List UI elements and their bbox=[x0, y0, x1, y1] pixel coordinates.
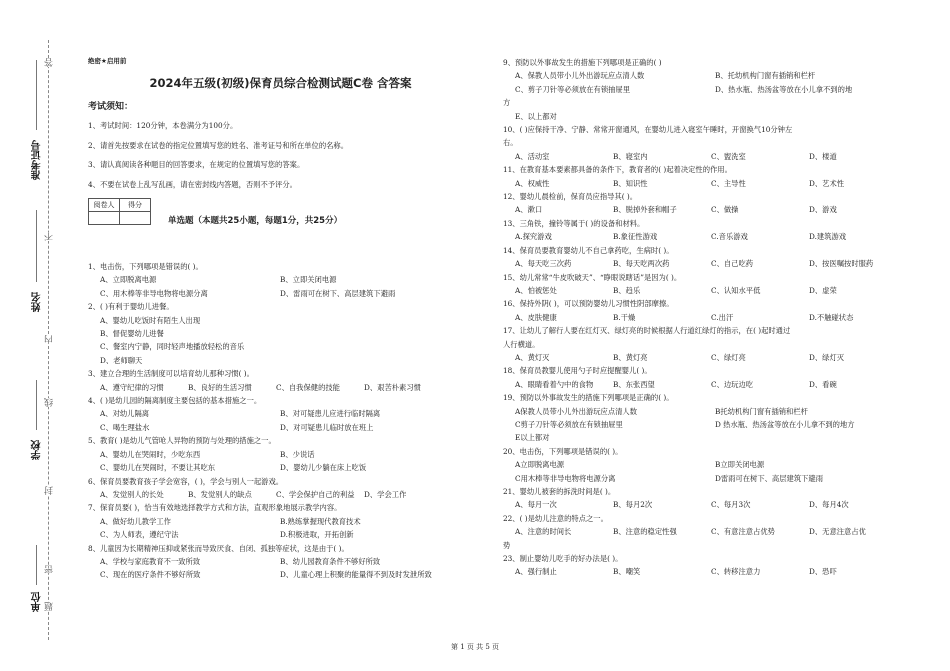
question bbox=[503, 56, 923, 123]
question bbox=[88, 394, 473, 434]
option-row bbox=[503, 405, 923, 418]
answer-option[interactable]: C、学会保护自己的利益 bbox=[276, 489, 355, 499]
answer-option[interactable]: B、对可疑患儿应进行临时隔离 bbox=[280, 409, 381, 419]
answer-option[interactable]: D、热水瓶、热汤盆等放在小儿拿不到的地 bbox=[715, 84, 853, 94]
option-row bbox=[503, 565, 923, 578]
question bbox=[88, 542, 473, 582]
question-stem: 18、保育员教婴儿使用勺子时应提醒婴儿( )。 bbox=[503, 366, 652, 376]
answer-option[interactable]: A、对幼儿隔离 bbox=[100, 409, 150, 419]
answer-option[interactable]: D、艺术性 bbox=[809, 178, 845, 188]
answer-option[interactable]: D、学会工作 bbox=[364, 489, 407, 499]
answer-option[interactable]: D、楼道 bbox=[809, 151, 837, 161]
notice-item: 3、请认真阅读各种题目的回答要求，在规定的位置填写您的答案。 bbox=[88, 160, 305, 169]
answer-option[interactable]: B.象征性游戏 bbox=[613, 232, 658, 242]
answer-option[interactable]: C、婴幼儿在哭闹时，不要让其吃东 bbox=[100, 463, 216, 473]
answer-option[interactable]: B、黄灯亮 bbox=[613, 352, 648, 362]
question bbox=[503, 485, 923, 512]
option-row bbox=[503, 230, 923, 243]
answer-option[interactable]: B、每天吃两次药 bbox=[613, 259, 670, 269]
question bbox=[503, 297, 923, 324]
answer-option[interactable]: A保教人员带小儿外出游玩应点清人数 bbox=[515, 406, 638, 416]
option-row bbox=[88, 421, 473, 434]
option-row bbox=[88, 381, 473, 394]
option-row bbox=[503, 203, 923, 216]
answer-option[interactable]: D、绿灯灭 bbox=[809, 352, 845, 362]
answer-option[interactable]: B、嘲笑 bbox=[613, 567, 641, 577]
option-row bbox=[503, 351, 923, 364]
question bbox=[503, 123, 923, 163]
option-row bbox=[503, 418, 923, 431]
section-title: 单选题（本题共25小题，每题1分，共25分） bbox=[168, 216, 343, 226]
question-stem: 9、预防以外事故发生的措施下列哪项是正确的( ) bbox=[503, 58, 662, 67]
answer-option[interactable]: A、皮肤健康 bbox=[515, 312, 557, 322]
name-line bbox=[36, 210, 37, 282]
question-stem: 16、保持外阴( )，可以预防婴幼儿习惯性阴部摩擦。 bbox=[503, 299, 674, 309]
answer-option[interactable]: B、知识性 bbox=[613, 178, 648, 188]
answer-option[interactable]: C、绿灯亮 bbox=[711, 352, 746, 362]
seal-char: 封 bbox=[45, 486, 55, 495]
answer-option[interactable]: D、老师聊天 bbox=[100, 355, 143, 365]
question bbox=[503, 391, 923, 445]
answer-option[interactable]: B、发觉别人的缺点 bbox=[188, 489, 252, 499]
answer-option[interactable]: B、注意的稳定性强 bbox=[613, 527, 677, 537]
answer-option[interactable]: A、每月一次 bbox=[515, 500, 557, 510]
question-stem: 3、建立合理的生活制度可以培育幼儿那种习惯( )。 bbox=[88, 369, 254, 379]
answer-option[interactable]: C、自己吃药 bbox=[711, 259, 754, 269]
question bbox=[503, 552, 923, 579]
option-row bbox=[88, 354, 473, 367]
answer-option[interactable]: B、幼儿园教育条件不够好所致 bbox=[280, 556, 381, 566]
option-row bbox=[503, 378, 923, 391]
answer-option[interactable]: D、虚荣 bbox=[809, 285, 837, 295]
answer-option[interactable]: E、以上都对 bbox=[515, 111, 557, 121]
option-row bbox=[503, 311, 923, 324]
grader-cell[interactable] bbox=[89, 212, 120, 225]
question-list-right bbox=[503, 56, 923, 579]
answer-option[interactable]: B、少说话 bbox=[280, 449, 315, 459]
answer-option[interactable]: B、托幼机构门窗有插销和栏杆 bbox=[715, 71, 816, 81]
option-row bbox=[88, 327, 473, 340]
option-row bbox=[88, 528, 473, 541]
notice-heading: 考试须知： bbox=[88, 102, 134, 112]
option-row bbox=[88, 314, 473, 327]
answer-option[interactable]: B、趋乐 bbox=[613, 285, 641, 295]
question bbox=[503, 364, 923, 391]
question bbox=[503, 324, 923, 364]
answer-option[interactable]: A、注意的时间长 bbox=[515, 527, 572, 537]
answer-option[interactable]: B立即关闭电源 bbox=[715, 460, 765, 470]
unit-line bbox=[36, 545, 37, 585]
option-row bbox=[88, 340, 473, 353]
answer-option[interactable]: D 热水瓶、热汤盆等放在小儿拿不到的地方 bbox=[715, 419, 855, 429]
answer-option[interactable]: C、做操 bbox=[711, 205, 739, 215]
option-row bbox=[88, 287, 473, 300]
option-row bbox=[503, 498, 923, 511]
answer-option[interactable]: D雷雨可在树下、高层建筑下避雨 bbox=[715, 473, 824, 483]
question-stem: 2、( )有利于婴幼儿进餐。 bbox=[88, 302, 174, 312]
answer-option[interactable]: D、无意注意占优 bbox=[809, 527, 866, 537]
option-row bbox=[503, 458, 923, 471]
question-stem-continued: 人行横道。 bbox=[503, 339, 540, 349]
answer-option[interactable]: B、寝室内 bbox=[613, 151, 648, 161]
answer-option[interactable]: A立即脱离电源 bbox=[515, 460, 565, 470]
answer-option[interactable]: C、用木棒等非导电物将电源分离 bbox=[100, 288, 208, 298]
question-stem: 23、制止婴幼儿吃手的好办法是( )。 bbox=[503, 554, 623, 564]
score-table bbox=[88, 198, 151, 225]
answer-option[interactable]: B.熟练掌握现代教育技术 bbox=[280, 516, 361, 526]
grader-header: 阅卷人 bbox=[89, 199, 120, 212]
answer-option[interactable]: C.音乐游戏 bbox=[711, 232, 748, 242]
question-stem: 14、保育员要教育婴幼儿不自己拿药吃，生病时( )。 bbox=[503, 245, 674, 255]
option-row bbox=[503, 257, 923, 270]
question-stem-continued: 势 bbox=[503, 540, 511, 550]
question-stem-continued: 方 bbox=[503, 98, 511, 108]
option-row bbox=[503, 284, 923, 297]
answer-option[interactable]: B、立即关闭电源 bbox=[280, 275, 337, 285]
question-stem: 13、三角铁，撞铃等属于( )的设备和材料。 bbox=[503, 218, 645, 228]
score-row bbox=[88, 196, 473, 236]
answer-option[interactable]: C、剪子刀针等必须放在有锁抽屉里 bbox=[515, 84, 631, 94]
answer-option[interactable]: A、发觉别人的长处 bbox=[100, 489, 164, 499]
answer-option[interactable]: A、活动室 bbox=[515, 151, 550, 161]
question-stem: 20、电击伤，下列哪项是错误的( )。 bbox=[503, 446, 623, 456]
left-column bbox=[88, 56, 473, 582]
option-row bbox=[503, 431, 923, 444]
option-row bbox=[503, 150, 923, 163]
option-row bbox=[503, 83, 923, 96]
answer-option[interactable]: C、为人师表，遵纪守法 bbox=[100, 530, 179, 540]
seat-number-label: 准考证号 bbox=[32, 140, 43, 180]
question bbox=[503, 512, 923, 552]
answer-option[interactable]: D、游戏 bbox=[809, 205, 837, 215]
answer-option[interactable]: A、遵守纪律的习惯 bbox=[100, 382, 164, 392]
answer-option[interactable]: C、主导性 bbox=[711, 178, 746, 188]
seal-char: 答 bbox=[45, 58, 55, 67]
answer-option[interactable]: C用木棒等非导电物将电源分离 bbox=[515, 473, 616, 483]
answer-option[interactable]: C、认知水平低 bbox=[711, 285, 761, 295]
question bbox=[88, 434, 473, 474]
option-row bbox=[503, 177, 923, 190]
answer-option[interactable]: B托幼机构门窗有插销和栏杆 bbox=[715, 406, 808, 416]
answer-option[interactable]: A、漱口 bbox=[515, 205, 543, 215]
answer-option[interactable]: B、良好的生活习惯 bbox=[188, 382, 252, 392]
question-stem: 17、让幼儿了解行人要在红灯灭、绿灯亮的时候根据人行道红绿灯的指示，在( )起时通过 bbox=[503, 326, 791, 336]
school-label: 学校 bbox=[32, 440, 43, 460]
question-stem: 21、婴幼儿被套的拆洗时间是( )。 bbox=[503, 487, 616, 496]
answer-option[interactable]: E以上都对 bbox=[515, 433, 550, 443]
question bbox=[503, 271, 923, 298]
secret-mark: 绝密★启用前 bbox=[88, 57, 127, 65]
question-stem: 5、教育( )是幼儿气管呛人异物的预防与处理的措施之一。 bbox=[88, 436, 276, 446]
option-row bbox=[88, 568, 473, 581]
question bbox=[88, 367, 473, 394]
answer-option[interactable]: B、每月2次 bbox=[613, 500, 653, 510]
answer-option[interactable]: D、按医嘱按时服药 bbox=[809, 259, 874, 269]
answer-option[interactable]: B.干燥 bbox=[613, 312, 636, 322]
answer-option[interactable]: D、艰苦朴素习惯 bbox=[364, 382, 421, 392]
question-stem: 22、( )是幼儿注意的特点之一。 bbox=[503, 513, 608, 523]
question-stem: 6、保育员要教育孩子学会宽容，( )，学会与别人一起游戏。 bbox=[88, 476, 284, 486]
page-number: 第 1 页 共 5 页 bbox=[450, 643, 500, 651]
answer-option[interactable]: C剪子刀针等必须放在有锁抽屉里 bbox=[515, 419, 623, 429]
page-title: 2024年五级(初级)保育员综合检测试题C卷 含答案 bbox=[149, 76, 412, 90]
question bbox=[503, 190, 923, 217]
question-stem: 1、电击伤，下列哪项是错误的( )。 bbox=[88, 262, 203, 271]
seal-char: 密 bbox=[45, 565, 55, 574]
question-stem: 12、婴幼儿晨检前，保育员应指导其( )。 bbox=[503, 192, 638, 202]
question bbox=[503, 244, 923, 271]
answer-option[interactable]: A、立即脱离电源 bbox=[100, 275, 157, 285]
name-label: 姓名 bbox=[32, 292, 43, 312]
question bbox=[88, 475, 473, 502]
answer-option[interactable]: D.不触碰状态 bbox=[809, 312, 854, 322]
question bbox=[503, 445, 923, 485]
answer-option[interactable]: D、恐吓 bbox=[809, 567, 837, 577]
answer-option[interactable]: A、做好幼儿教学工作 bbox=[100, 516, 171, 526]
answer-option[interactable]: C、转移注意力 bbox=[711, 567, 761, 577]
seal-char: 内 bbox=[45, 335, 55, 344]
answer-option[interactable]: D、对可疑患儿临时放在班上 bbox=[280, 422, 374, 432]
question-stem: 11、在教育基本要素都具备的条件下，教育者的( )起着决定性的作用。 bbox=[503, 165, 732, 175]
answer-option[interactable]: C、餐室内宁静，同时轻声地播放轻松的音乐 bbox=[100, 342, 245, 352]
answer-option[interactable]: A、每天吃三次药 bbox=[515, 259, 572, 269]
option-row bbox=[503, 472, 923, 485]
notice-item: 2、请首先按要求在试卷的指定位置填写您的姓名、准考证号和所在单位的名称。 bbox=[88, 140, 349, 150]
answer-option[interactable]: A、黄灯灭 bbox=[515, 352, 550, 362]
answer-option[interactable]: B、脱掉外套和帽子 bbox=[613, 205, 677, 215]
answer-option[interactable]: D、每月4次 bbox=[809, 500, 849, 510]
answer-option[interactable]: A、婴幼儿吃饭时有陌生人出现 bbox=[100, 315, 201, 325]
answer-option[interactable]: C、喝生理盐水 bbox=[100, 422, 150, 432]
answer-option[interactable]: A.探究游戏 bbox=[515, 232, 552, 242]
question bbox=[88, 260, 473, 300]
answer-option[interactable]: C、盥洗室 bbox=[711, 151, 746, 161]
question-stem: 19、预防以外事故发生的措施下列哪项是正确的( )。 bbox=[503, 393, 674, 403]
answer-option[interactable]: B、督促婴幼儿进餐 bbox=[100, 329, 164, 339]
answer-option[interactable]: C、有意注意占优势 bbox=[711, 527, 775, 537]
notice-list bbox=[88, 116, 473, 194]
option-row bbox=[88, 488, 473, 501]
question-stem: 15、幼儿常常“牛皮吹破天”、“睁眼说瞎话”是因为( )。 bbox=[503, 272, 682, 282]
question-list-left bbox=[88, 260, 473, 582]
question-stem: 10、( )应保持干净、宁静、常常开窗通风，在婴幼儿进入寝室午睡时，开窗换气10分钟左 bbox=[503, 125, 793, 135]
question bbox=[503, 163, 923, 190]
answer-option[interactable]: A、权威性 bbox=[515, 178, 550, 188]
seal-char: 题 bbox=[45, 602, 55, 611]
answer-option[interactable]: C、现在的医疗条件不够好所致 bbox=[100, 570, 201, 580]
unit-label: 单位 bbox=[32, 592, 43, 612]
school-line bbox=[36, 380, 37, 430]
answer-option[interactable]: D、儿童心理上积聚的能量得不到及时发泄所致 bbox=[280, 570, 432, 580]
notice-item: 1、考试时间：120分钟，本卷满分为100分。 bbox=[88, 121, 238, 130]
question-stem-continued: 右。 bbox=[503, 138, 518, 148]
question bbox=[88, 501, 473, 541]
option-row bbox=[88, 461, 473, 474]
seal-char: 不 bbox=[45, 232, 55, 241]
seat-number-line bbox=[36, 60, 37, 130]
option-row bbox=[503, 525, 923, 538]
answer-option[interactable]: A、保教人员带小儿外出游玩应点清人数 bbox=[515, 71, 645, 81]
answer-option[interactable]: D、雷雨可在树下、高层建筑下避雨 bbox=[280, 288, 396, 298]
answer-option[interactable]: A、婴幼儿在哭闹时，少吃东西 bbox=[100, 449, 201, 459]
question-stem: 7、保育员要( )，恰当有效地选择教学方式和方法，直观形象地展示教学内容。 bbox=[88, 503, 342, 513]
question-stem: 4、( )是幼儿园的隔离制度主要包括的基本措施之一。 bbox=[88, 396, 262, 406]
answer-option[interactable]: A、眼睛看着勺中的食物 bbox=[515, 379, 594, 389]
option-row bbox=[88, 515, 473, 528]
answer-option[interactable]: D.积极进取，开拓创新 bbox=[280, 530, 354, 540]
answer-option[interactable]: C、边玩边吃 bbox=[711, 379, 754, 389]
question bbox=[503, 217, 923, 244]
answer-option[interactable]: C.出汗 bbox=[711, 312, 734, 322]
question bbox=[88, 300, 473, 367]
binding-strip bbox=[0, 0, 70, 671]
answer-option[interactable]: A、怕被惩处 bbox=[515, 285, 557, 295]
seal-char: 线 bbox=[45, 398, 55, 407]
answer-option[interactable]: B、东张西望 bbox=[613, 379, 655, 389]
answer-option[interactable]: A、强行制止 bbox=[515, 567, 557, 577]
option-row bbox=[88, 273, 473, 286]
score-cell[interactable] bbox=[120, 212, 151, 225]
score-header: 得分 bbox=[120, 199, 151, 212]
notice-item: 4、不要在试卷上乱写乱画，请在密封线内答题，否则不予评分。 bbox=[88, 179, 297, 189]
answer-option[interactable]: A、学校与家庭教育不一致所致 bbox=[100, 556, 201, 566]
option-row bbox=[88, 407, 473, 420]
option-row bbox=[88, 555, 473, 568]
answer-option[interactable]: D.建筑游戏 bbox=[809, 232, 847, 242]
option-row bbox=[88, 448, 473, 461]
answer-option[interactable]: C、每月3次 bbox=[711, 500, 751, 510]
question-stem: 8、儿童因为长期精神压抑或紧张而导致厌食、自闭、孤独等症状，这是由于( )。 bbox=[88, 543, 349, 553]
answer-option[interactable]: D、婴幼儿少躺在床上吃饭 bbox=[280, 463, 367, 473]
answer-option[interactable]: C、自我保健的技能 bbox=[276, 382, 340, 392]
answer-option[interactable]: D、看碗 bbox=[809, 379, 837, 389]
option-row bbox=[503, 69, 923, 82]
